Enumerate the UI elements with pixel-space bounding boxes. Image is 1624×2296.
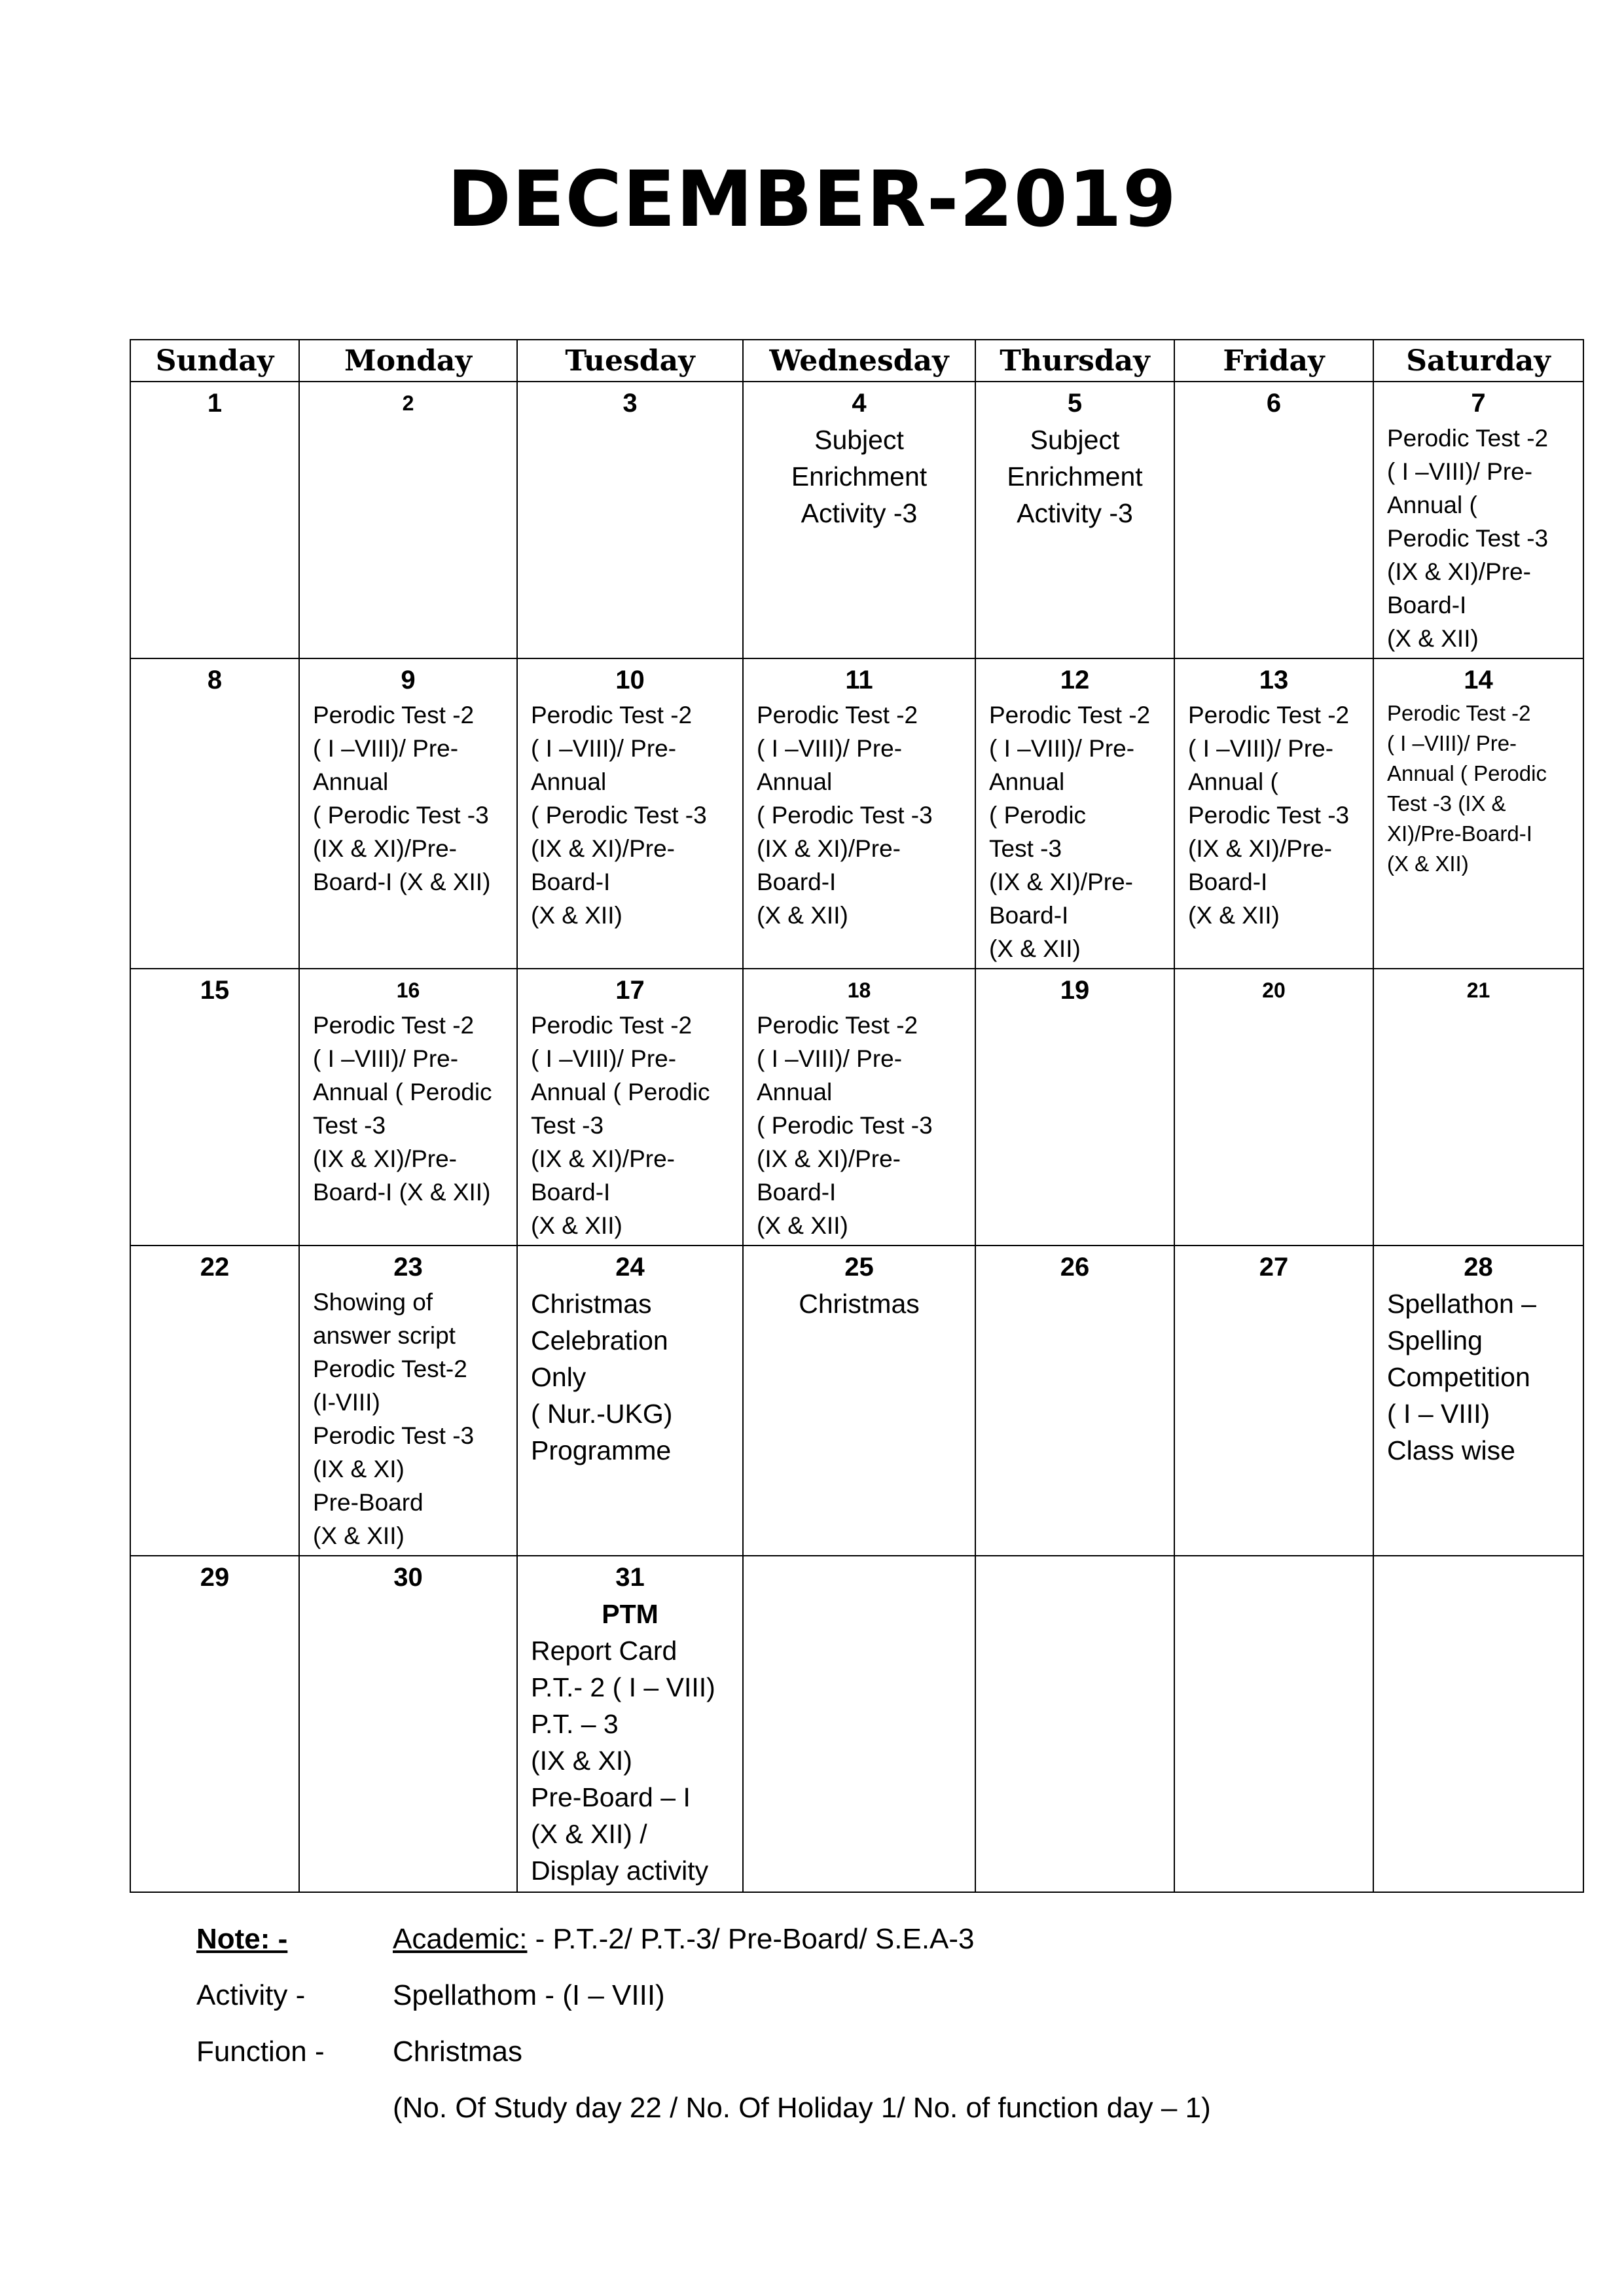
day-number: 9 (401, 666, 416, 694)
note-function-row (196, 2024, 1211, 2080)
day-cell (1373, 658, 1583, 969)
day-cell (975, 969, 1174, 1246)
day-cell (1373, 1246, 1583, 1556)
note-academic-row (196, 1911, 1211, 1967)
day-events (531, 1596, 737, 1889)
day-events: Perodic Test -2 ( I –VIII)/ Pre- Annual ( Perodic Test -3 (IX & XI)/Pre- Board-I (X & XII) (313, 702, 491, 895)
day-number: 22 (200, 1253, 230, 1282)
day-cell (299, 1556, 517, 1892)
day-number: 29 (200, 1563, 230, 1592)
weekday-header: Saturday (1373, 340, 1583, 382)
weekday-header: Wednesday (743, 340, 975, 382)
day-number: 20 (1262, 978, 1286, 1002)
day-number: 21 (1466, 978, 1490, 1002)
page-title: DECEMBER-2019 (447, 154, 1177, 244)
day-number: 30 (393, 1563, 423, 1592)
function-label: Function - (196, 2036, 325, 2068)
day-number: 2 (402, 391, 414, 415)
day-cell (1373, 969, 1583, 1246)
day-events: Christmas Celebration Only ( Nur.-UKG) Programme (531, 1289, 673, 1465)
day-cell (975, 1556, 1174, 1892)
day-cell (299, 1246, 517, 1556)
day-cell (130, 658, 299, 969)
day-cell (1174, 1556, 1373, 1892)
day-number: 31 (615, 1563, 645, 1592)
day-number: 18 (847, 978, 871, 1002)
day-number: 15 (200, 976, 230, 1005)
day-number: 6 (1266, 389, 1282, 418)
day-cell (299, 382, 517, 658)
notes-section (196, 1911, 1211, 2136)
day-cell (1174, 969, 1373, 1246)
day-number: 13 (1259, 666, 1289, 694)
day-number: 7 (1471, 389, 1486, 418)
day-number: 1 (207, 389, 223, 418)
day-number: 24 (615, 1253, 645, 1282)
day-cell (743, 969, 975, 1246)
day-cell (1373, 382, 1583, 658)
day-number: 28 (1464, 1253, 1493, 1282)
ptm-heading: PTM (602, 1599, 659, 1629)
activity-text: Spellathom - (I – VIII) (393, 1979, 665, 2011)
day-cell (517, 658, 743, 969)
note-activity-row (196, 1967, 1211, 2024)
weekday-header: Friday (1174, 340, 1373, 382)
day-number: 19 (1060, 976, 1090, 1005)
week-row (130, 382, 1583, 658)
day-cell (975, 1246, 1174, 1556)
day-cell (1373, 1556, 1583, 1892)
academic-label: Academic: (393, 1923, 528, 1955)
calendar-table (130, 339, 1584, 1893)
week-row (130, 1246, 1583, 1556)
activity-label: Activity - (196, 1979, 306, 2011)
day-number: 26 (1060, 1253, 1090, 1282)
day-cell (130, 969, 299, 1246)
day-cell (1174, 658, 1373, 969)
day-events: Perodic Test -2 ( I –VIII)/ Pre- Annual ( Perodic Test -3 (IX & XI)/Pre- Board-I (X & XII) (531, 1012, 710, 1239)
day-events: Perodic Test -2 ( I –VIII)/ Pre- Annual ( Perodic Test -3 (IX & XI)/Pre- Board-I (X & XII) (757, 1012, 933, 1239)
day-cell (743, 658, 975, 969)
ptm-details: Report Card P.T.- 2 ( I – VIII) P.T. – 3 (IX & XI) Pre-Board – I (X & XII) / Display activity (531, 1636, 715, 1886)
day-events: Perodic Test -2 ( I –VIII)/ Pre- Annual ( Perodic Test -3 (IX & XI)/Pre- Board-I (X & XII) (313, 1012, 492, 1206)
day-events: Subject Enrichment Activity -3 (791, 425, 928, 528)
day-number: 11 (845, 666, 873, 694)
day-number: 4 (852, 389, 867, 418)
day-cell (299, 658, 517, 969)
week-row (130, 969, 1583, 1246)
day-cell (517, 1556, 743, 1892)
day-cell (299, 969, 517, 1246)
day-cell (743, 1556, 975, 1892)
note-summary-row (196, 2080, 1211, 2136)
day-events: Perodic Test -2 ( I –VIII)/ Pre- Annual ( Perodic Test -3 (IX & XI)/Pre- Board-I (X & XII) (1188, 702, 1350, 929)
day-cell (743, 1246, 975, 1556)
day-cell (517, 1246, 743, 1556)
day-cell (1174, 382, 1373, 658)
day-cell (743, 382, 975, 658)
day-number: 17 (615, 976, 645, 1005)
day-cell (975, 658, 1174, 969)
day-events: Perodic Test -2 ( I –VIII)/ Pre- Annual ( Perodic Test -3 (IX & XI)/Pre- Board-I (X & XII) (757, 702, 933, 929)
day-events: Perodic Test -2 ( I –VIII)/ Pre- Annual ( Perodic Test -3 (IX & XI)/Pre- Board-I (X & XII) (989, 702, 1151, 962)
day-number: 16 (396, 978, 420, 1002)
day-events: Perodic Test -2 ( I –VIII)/ Pre- Annual ( Perodic Test -3 (IX & XI)/Pre-Board-I (X & XII) (1387, 701, 1547, 876)
day-number: 14 (1464, 666, 1493, 694)
day-number: 23 (393, 1253, 423, 1282)
academic-text: - P.T.-2/ P.T.-3/ Pre-Board/ S.E.A-3 (527, 1923, 975, 1955)
day-events: Spellathon – Spelling Competition ( I – VIII) Class wise (1387, 1289, 1536, 1465)
day-cell (975, 382, 1174, 658)
weekday-header: Monday (299, 340, 517, 382)
day-cell (517, 969, 743, 1246)
day-cell (130, 1556, 299, 1892)
function-text: Christmas (393, 2036, 523, 2068)
day-number: 8 (207, 666, 223, 694)
weekday-header: Sunday (130, 340, 299, 382)
day-number: 10 (615, 666, 645, 694)
day-events: Christmas (799, 1289, 920, 1319)
weekday-header: Thursday (975, 340, 1174, 382)
day-events: Perodic Test -2 ( I –VIII)/ Pre- Annual ( Perodic Test -3 (IX & XI)/Pre- Board-I (X & XII) (531, 702, 707, 929)
summary-text: (No. Of Study day 22 / No. Of Holiday 1/ No. of function day – 1) (393, 2092, 1211, 2124)
day-number: 12 (1060, 666, 1090, 694)
weekday-header-row (130, 340, 1583, 382)
day-cell (517, 382, 743, 658)
day-number: 27 (1259, 1253, 1289, 1282)
day-number: 25 (844, 1253, 874, 1282)
day-cell (130, 382, 299, 658)
week-row (130, 1556, 1583, 1892)
day-number: 5 (1067, 389, 1083, 418)
day-number: 3 (623, 389, 638, 418)
day-events: Subject Enrichment Activity -3 (1007, 425, 1143, 528)
weekday-header: Tuesday (517, 340, 743, 382)
day-events: Showing of answer script Perodic Test-2 (I-VIII) Perodic Test -3 (IX & XI) Pre-Board (X & XII) (313, 1289, 475, 1549)
day-cell (1174, 1246, 1373, 1556)
day-events: Perodic Test -2 ( I –VIII)/ Pre- Annual ( Perodic Test -3 (IX & XI)/Pre- Board-I (X & XII) (1387, 425, 1549, 652)
day-cell (130, 1246, 299, 1556)
note-label: Note: - (196, 1923, 288, 1955)
week-row (130, 658, 1583, 969)
